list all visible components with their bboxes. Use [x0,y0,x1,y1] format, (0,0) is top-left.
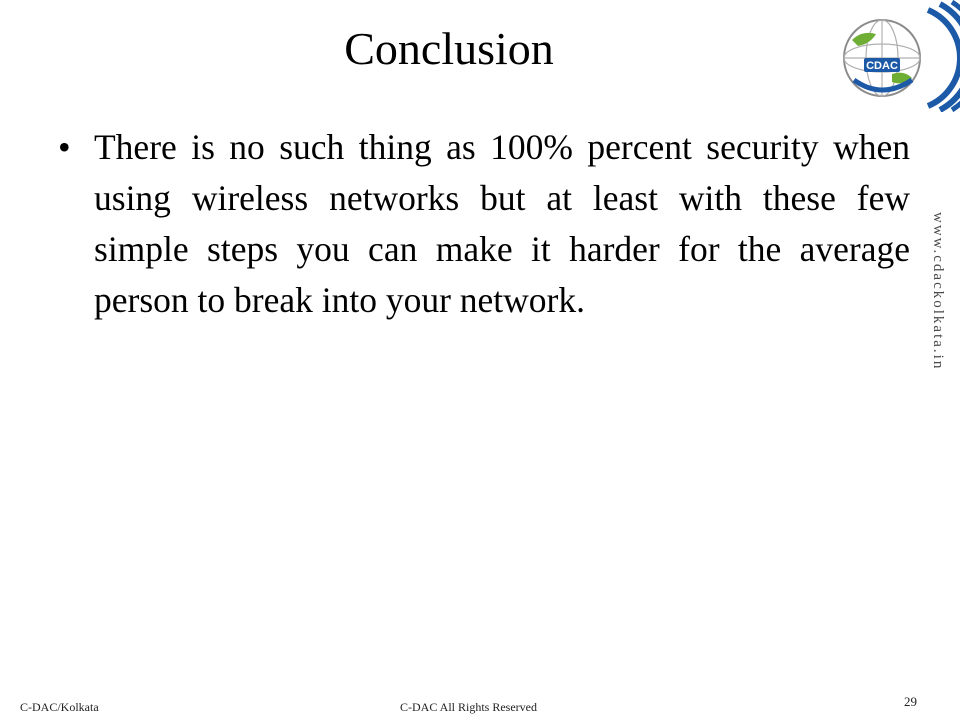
footer-left: C-DAC/Kolkata [20,700,99,714]
cdac-logo [832,0,960,112]
bullet-dot-icon: • [58,127,71,167]
slide-title: Conclusion [344,23,554,74]
logo-text: CDAC [866,60,898,72]
bullet-item [58,122,910,326]
bullet-list [58,122,910,326]
page-number: 29 [904,694,917,709]
bullet-text: There is no such thing as 100% percent security when using wireless networks but at least with these few simple steps you can make it harder for the average person to break into your network. [94,127,910,320]
side-url: www.cdackolkata.in [930,212,946,371]
footer-center: C-DAC All Rights Reserved [400,700,537,714]
